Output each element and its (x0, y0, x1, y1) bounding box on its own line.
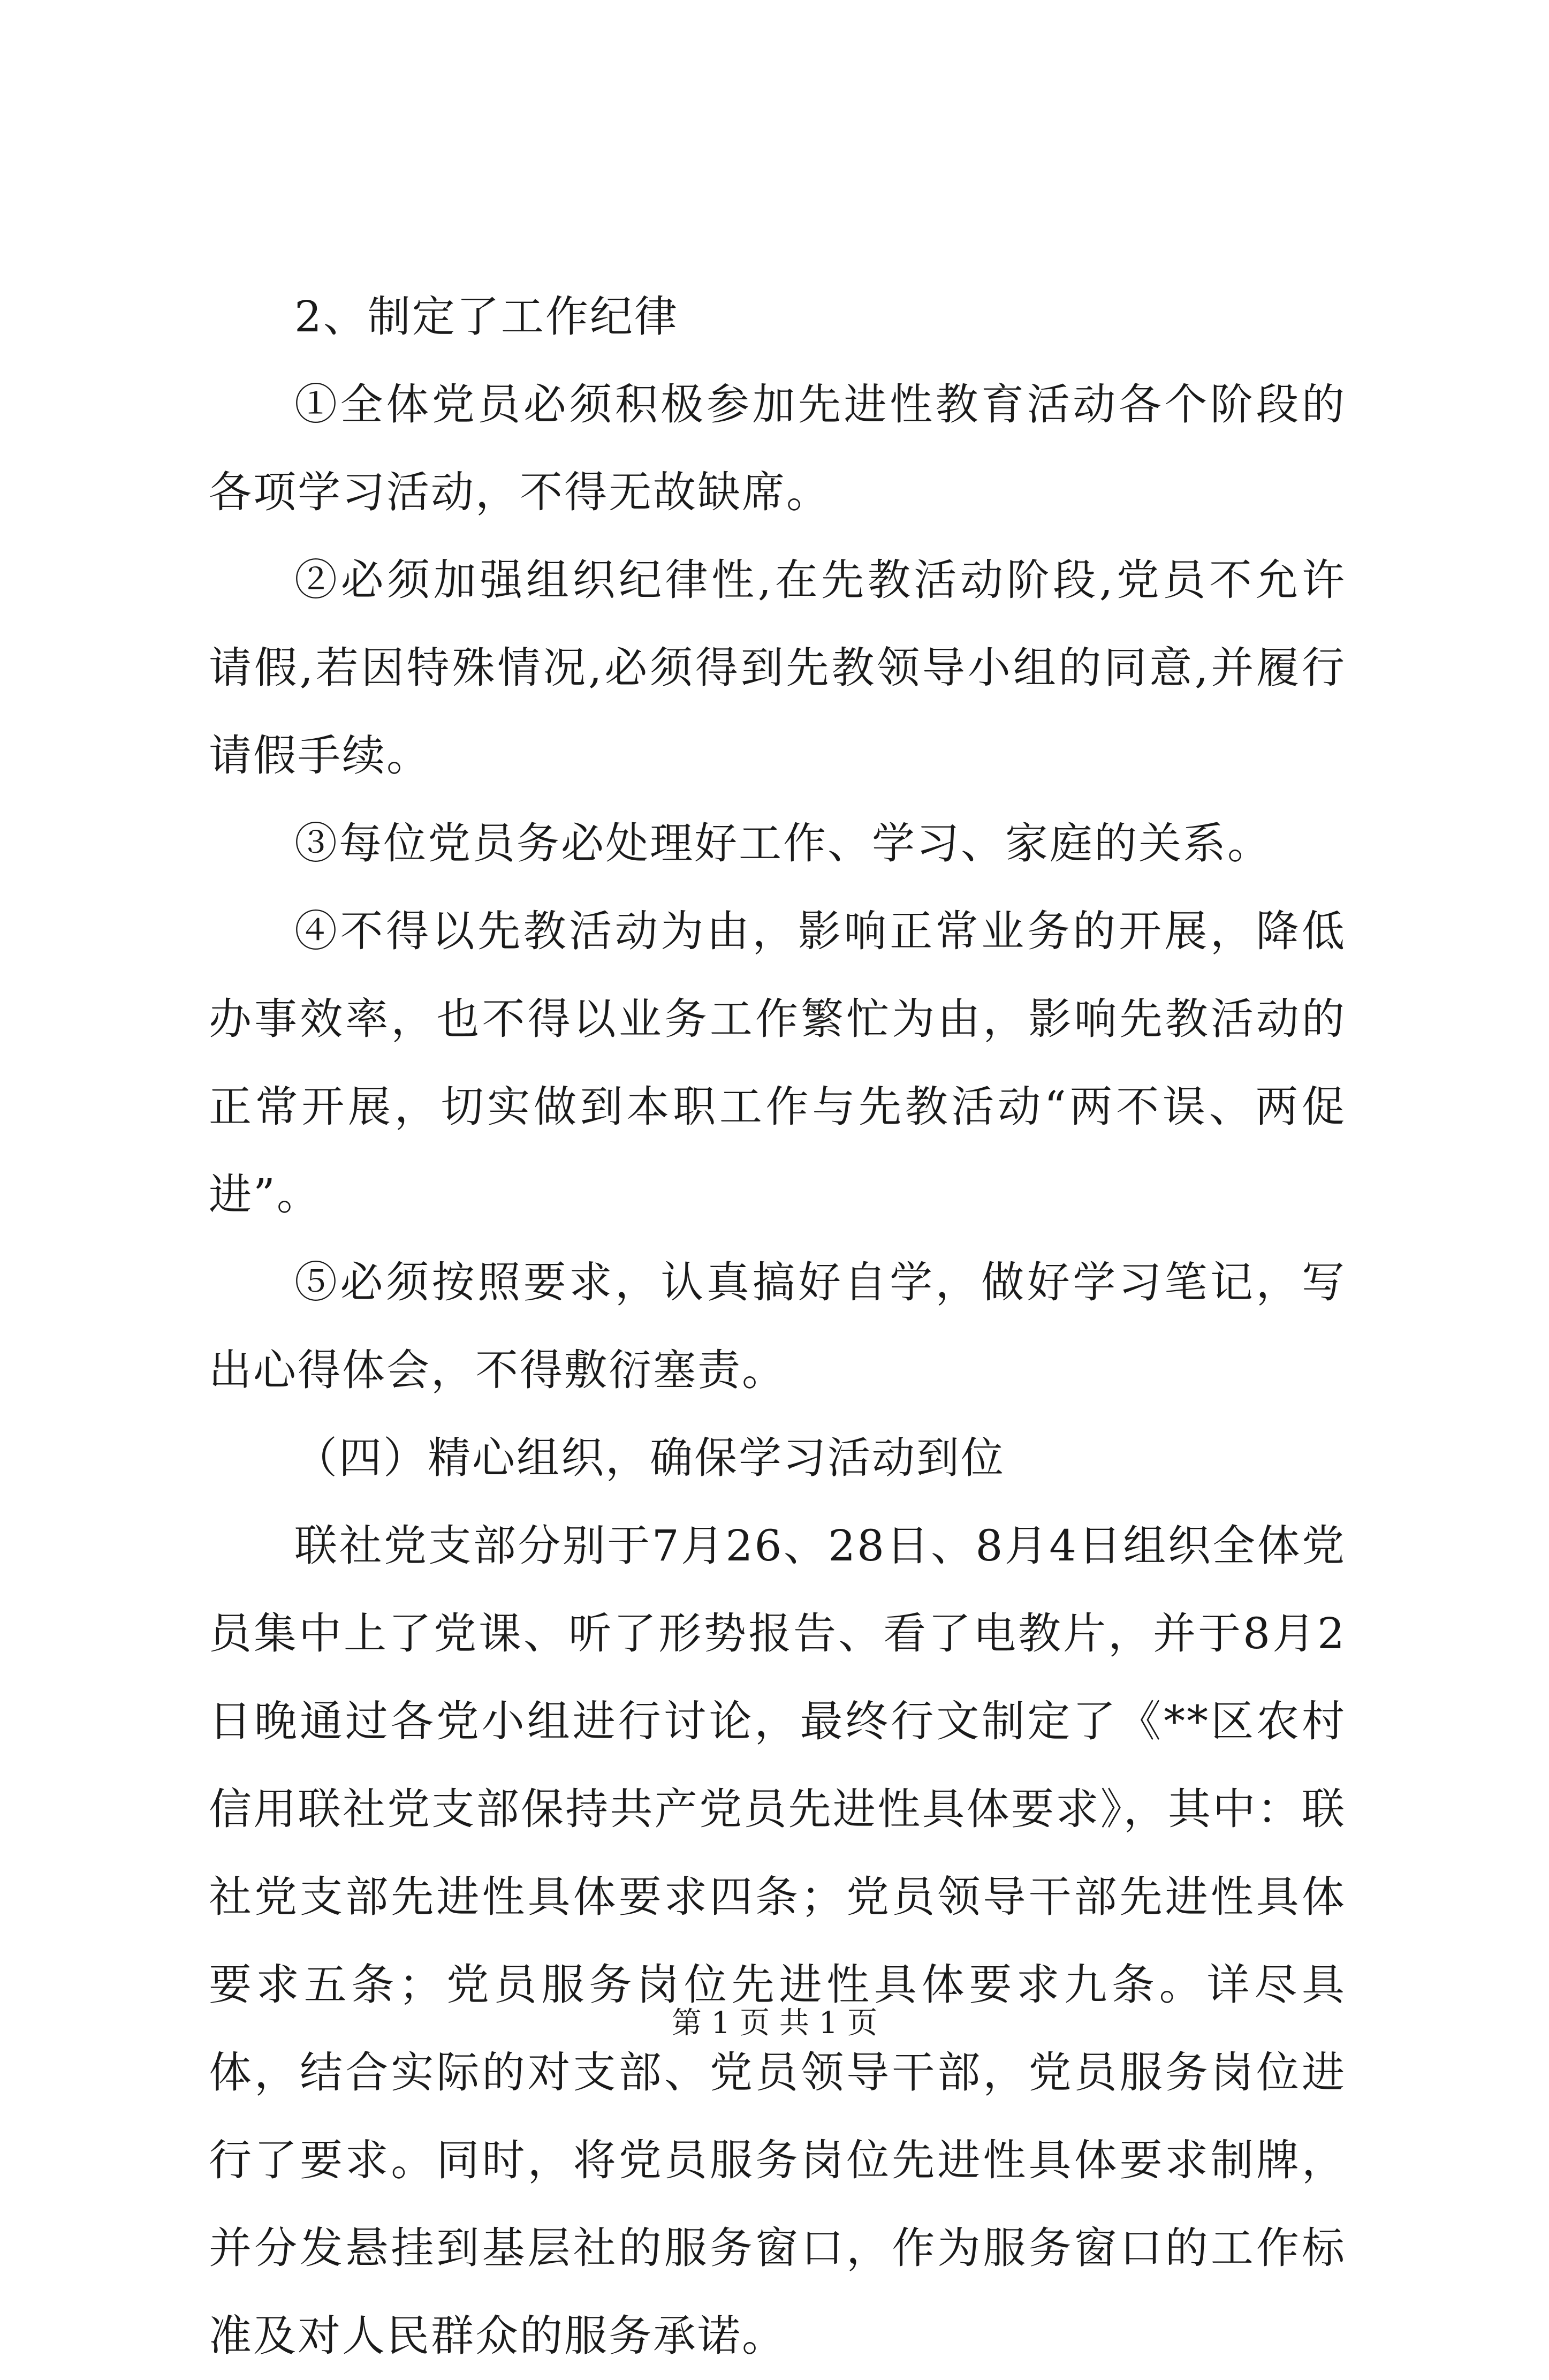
section-heading-four: （四）精心组织，确保学习活动到位 (294, 1433, 1005, 1483)
rule-item-2: ②必须加强组织纪律性,在先教活动阶段,党员不允许请假,若因特殊情况,必须得到先教领导小组的同意,并履行请假手续。 (209, 555, 1346, 780)
rule-item-4: ④不得以先教活动为由，影响正常业务的开展，降低办事效率，也不得以业务工作繁忙为由，影响先教活动的正常开展，切实做到本职工作与先教活动“两不误、两促进”。 (209, 906, 1346, 1219)
rule-item-1: ①全体党员必须积极参加先进性教育活动各个阶段的各项学习活动，不得无故缺席。 (209, 380, 1346, 517)
body-paragraph: 联社党支部分别于7月26、28日、8月4日组织全体党员集中上了党课、听了形势报告、看了电教片，并于8月2日晚通过各党小组进行讨论，最终行文制定了《**区农村信用联社党支部保持共产党员先进性具体要求》，其中：联社党支部先进性具体要求四条；党员领导干部先进性具体要求五条；党员服务岗位先进性具体要求九条。详尽具体，结合实际的对支部、党员领导干部，党员服务岗位进行了要求。同时，将党员服务岗位先进性具体要求制牌，并分发悬挂到基层社的服务窗口，作为服务窗口的工作标准及对人民群众的服务承诺。 (209, 1521, 1346, 2361)
page-footer: 第 1 页 共 1 页 (671, 2006, 878, 2041)
rule-item-3: ③每位党员务必处理好工作、学习、家庭的关系。 (294, 818, 1272, 868)
document-body (209, 273, 1346, 2380)
rule-item-5: ⑤必须按照要求，认真搞好自学，做好学习笔记，写出心得体会，不得敷衍塞责。 (209, 1257, 1346, 1395)
section-heading-work-discipline: 2、制定了工作纪律 (294, 292, 679, 342)
